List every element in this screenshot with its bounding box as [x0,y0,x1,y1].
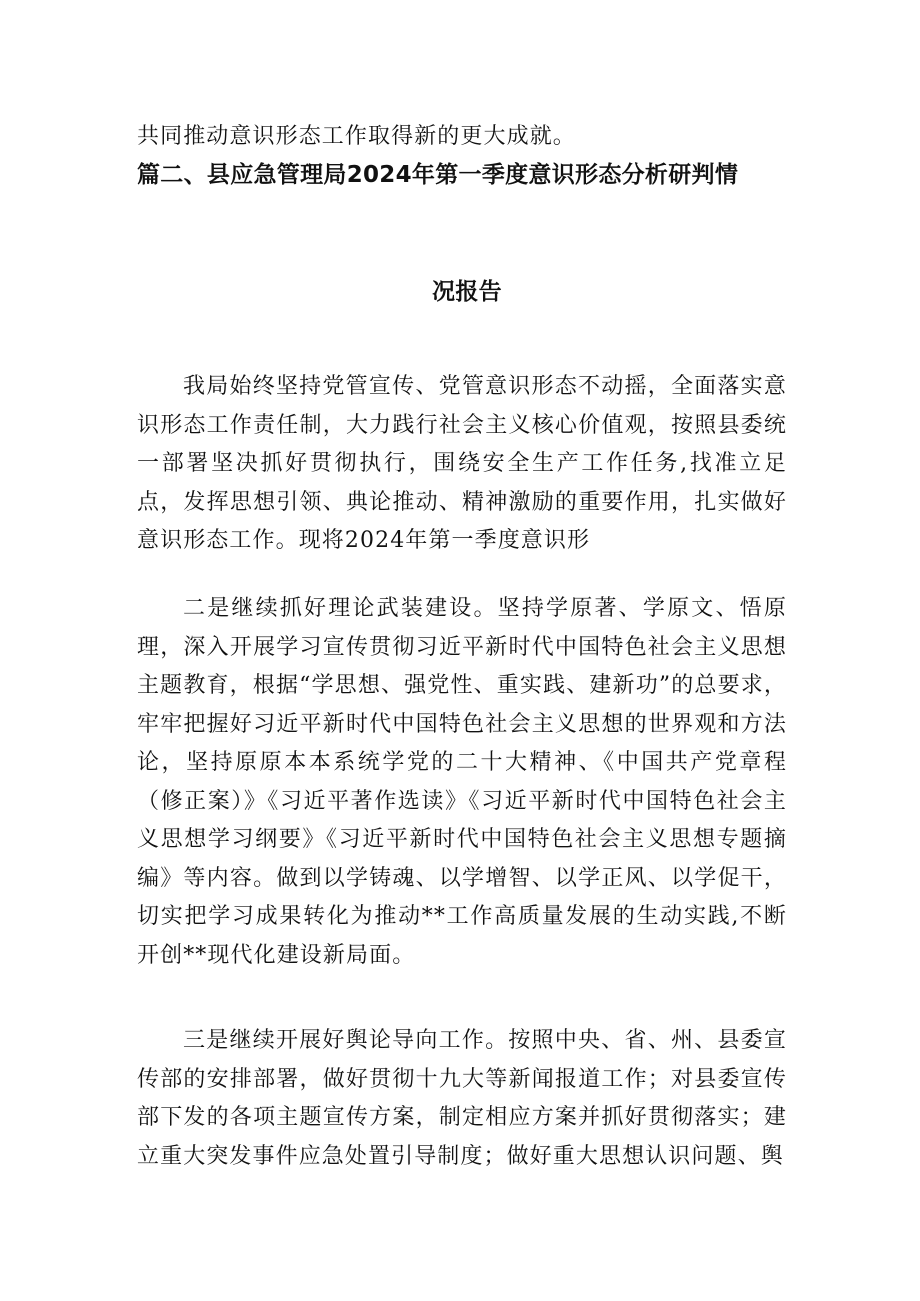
paragraph-intro: 我局始终坚持党管宣传、党管意识形态不动摇，全面落实意识形态工作责任制，大力践行社会主义核心价值观，按照县委统一部署坚决抓好贯彻执行，围绕安全生产工作任务,找准立足点，发挥思想引领、典论推动、精神激励的重要作用，扎实做好意识形态工作。现将2024年第一季度意识形 [137,374,787,553]
paragraph-theory-study: 二是继续抓好理论武装建设。坚持学原著、学原文、悟原理，深入开展学习宣传贯彻习近平新时代中国特色社会主义思想主题教育，根据“学思想、强党性、重实践、建新功”的总要求，牢牢把握好习近平新时代中国特色社会主义思想的世界观和方法论，坚持原原本本系统学党的二十大精神、《中国共产党章程（修正案）》《习近平著作选读》《习近平新时代中国特色社会主义思想学习纲要》《习近平新时代中国特色社会主义思想专题摘编》等内容。做到以学铸魂、以学增智、以学正风、以学促干，切实把学习成果转化为推动**工作高质量发展的生动实践,不断开创**现代化建设新局面。 [137,596,787,968]
section-heading-line-2: 况报告 [432,279,502,305]
previous-section-tail: 共同推动意识形态工作取得新的更大成就。 [137,124,576,149]
paragraph-public-opinion: 三是继续开展好舆论导向工作。按照中央、省、州、县委宣传部的安排部署，做好贯彻十九大等新闻报道工作；对县委宣传部下发的各项主题宣传方案，制定相应方案并抓好贯彻落实；建立重大突发事件应急处置引导制度；做好重大思想认识问题、舆 [137,1028,787,1169]
section-heading-line-1: 篇二、县应急管理局2024年第一季度意识形态分析研判情 [137,162,739,188]
